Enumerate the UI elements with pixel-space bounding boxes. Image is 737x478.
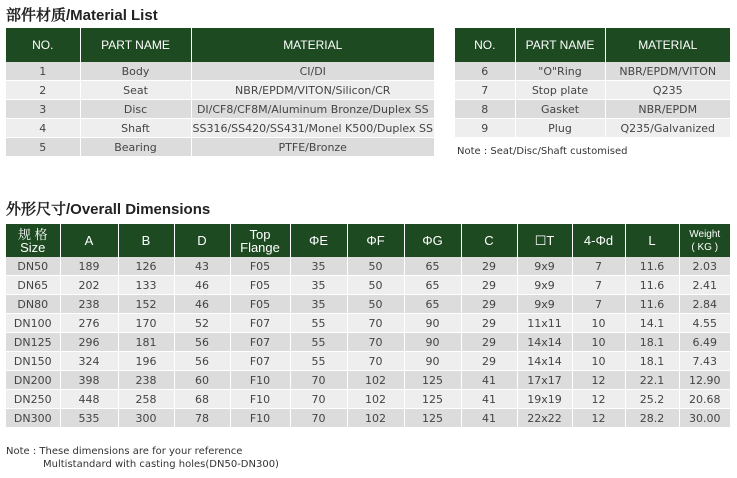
material-list-title: 部件材质/Material List (6, 7, 158, 24)
cell-t: 17x17 (517, 371, 572, 390)
cell-g: 90 (404, 314, 461, 333)
cell-b: 181 (118, 333, 174, 352)
cell-size: DN50 (6, 257, 60, 276)
cell-b: 133 (118, 276, 174, 295)
cell-d: 52 (174, 314, 230, 333)
cell-d: 46 (174, 276, 230, 295)
cell-e: 70 (290, 371, 347, 390)
cell-g: 65 (404, 257, 461, 276)
cell-l: 14.1 (625, 314, 679, 333)
cell-l: 22.1 (625, 371, 679, 390)
row-no: 1 (6, 62, 80, 81)
row-material: NBR/EPDM/VITON (605, 62, 730, 81)
cell-a: 238 (60, 295, 118, 314)
row-no: 8 (455, 100, 515, 119)
header-g: ΦG (404, 224, 461, 257)
row-material: DI/CF8/CF8M/Aluminum Bronze/Duplex SS (191, 100, 434, 119)
cell-n: 12 (572, 390, 625, 409)
cell-l: 18.1 (625, 333, 679, 352)
cell-a: 324 (60, 352, 118, 371)
cell-g: 65 (404, 295, 461, 314)
cell-d: 46 (174, 295, 230, 314)
table-row (6, 119, 434, 138)
cell-b: 300 (118, 409, 174, 428)
table-row (6, 333, 730, 352)
table-row (6, 81, 434, 100)
cell-e: 35 (290, 257, 347, 276)
cell-a: 276 (60, 314, 118, 333)
cell-l: 18.1 (625, 352, 679, 371)
header-part-name: PART NAME (80, 28, 191, 62)
header-no: NO. (455, 28, 515, 62)
header-size-cn: 规 格 (17, 226, 48, 242)
cell-a: 398 (60, 371, 118, 390)
cell-e: 35 (290, 295, 347, 314)
cell-e: 55 (290, 314, 347, 333)
header-c: C (461, 224, 517, 257)
cell-f: 102 (347, 390, 404, 409)
cell-size: DN125 (6, 333, 60, 352)
header-e: ΦE (290, 224, 347, 257)
cell-l: 28.2 (625, 409, 679, 428)
material-table-header (455, 28, 730, 62)
row-no: 4 (6, 119, 80, 138)
cell-w: 6.49 (679, 333, 730, 352)
cell-e: 70 (290, 390, 347, 409)
overall-dimensions-title: 外形尺寸/Overall Dimensions (6, 201, 211, 218)
cell-l: 11.6 (625, 257, 679, 276)
header-size-en: Size (20, 239, 46, 255)
cell-g: 125 (404, 390, 461, 409)
cell-b: 170 (118, 314, 174, 333)
cell-flange: F07 (230, 333, 290, 352)
cell-e: 55 (290, 352, 347, 371)
cell-n: 7 (572, 257, 625, 276)
cell-size: DN200 (6, 371, 60, 390)
cell-e: 70 (290, 409, 347, 428)
table-row (6, 138, 434, 157)
cell-flange: F10 (230, 390, 290, 409)
row-part: Body (80, 62, 191, 81)
cell-flange: F07 (230, 352, 290, 371)
cell-d: 78 (174, 409, 230, 428)
row-part: Seat (80, 81, 191, 100)
cell-size: DN80 (6, 295, 60, 314)
cell-c: 41 (461, 390, 517, 409)
table-row (6, 409, 730, 428)
cell-t: 22x22 (517, 409, 572, 428)
table-row (6, 390, 730, 409)
cell-e: 55 (290, 333, 347, 352)
cell-t: 11x11 (517, 314, 572, 333)
table-row (455, 100, 730, 119)
cell-c: 29 (461, 352, 517, 371)
cell-d: 56 (174, 333, 230, 352)
header-top-flange (230, 224, 290, 257)
table-row (6, 276, 730, 295)
table-row (6, 100, 434, 119)
cell-g: 65 (404, 276, 461, 295)
row-no: 2 (6, 81, 80, 100)
cell-flange: F05 (230, 257, 290, 276)
row-material: NBR/EPDM/VITON/Silicon/CR (191, 81, 434, 100)
cell-a: 189 (60, 257, 118, 276)
header-t: ☐T (517, 224, 572, 257)
cell-g: 125 (404, 371, 461, 390)
cell-w: 20.68 (679, 390, 730, 409)
row-no: 3 (6, 100, 80, 119)
cell-size: DN65 (6, 276, 60, 295)
cell-f: 70 (347, 314, 404, 333)
header-flange: Flange (240, 239, 280, 255)
row-no: 5 (6, 138, 80, 157)
cell-flange: F07 (230, 314, 290, 333)
cell-n: 7 (572, 295, 625, 314)
row-material: SS316/SS420/SS431/Monel K500/Duplex SS (191, 119, 434, 138)
cell-t: 14x14 (517, 333, 572, 352)
table-row (6, 257, 730, 276)
cell-size: DN250 (6, 390, 60, 409)
cell-size: DN100 (6, 314, 60, 333)
cell-d: 68 (174, 390, 230, 409)
cell-e: 35 (290, 276, 347, 295)
header-weight (679, 224, 730, 257)
cell-c: 29 (461, 333, 517, 352)
cell-c: 41 (461, 371, 517, 390)
cell-size: DN150 (6, 352, 60, 371)
row-material: CI/DI (191, 62, 434, 81)
cell-n: 10 (572, 352, 625, 371)
header-weight-label: Weight (689, 228, 721, 240)
cell-b: 238 (118, 371, 174, 390)
cell-w: 7.43 (679, 352, 730, 371)
cell-l: 25.2 (625, 390, 679, 409)
dimensions-table (6, 224, 730, 428)
cell-w: 2.84 (679, 295, 730, 314)
cell-flange: F10 (230, 371, 290, 390)
table-row (455, 62, 730, 81)
header-material: MATERIAL (605, 28, 730, 62)
header-a: A (60, 224, 118, 257)
header-weight-unit: ( KG ) (691, 241, 719, 253)
header-material: MATERIAL (191, 28, 434, 62)
cell-f: 102 (347, 409, 404, 428)
header-no: NO. (6, 28, 80, 62)
cell-flange: F05 (230, 276, 290, 295)
table-row (6, 371, 730, 390)
cell-c: 29 (461, 295, 517, 314)
row-no: 9 (455, 119, 515, 138)
table-row (6, 352, 730, 371)
row-part: Plug (515, 119, 605, 138)
table-row (6, 295, 730, 314)
cell-a: 296 (60, 333, 118, 352)
cell-t: 9x9 (517, 295, 572, 314)
table-row (455, 81, 730, 100)
dimensions-note-line1: Note : These dimensions are for your reference (6, 446, 243, 457)
cell-n: 10 (572, 333, 625, 352)
cell-f: 102 (347, 371, 404, 390)
cell-b: 126 (118, 257, 174, 276)
cell-c: 29 (461, 314, 517, 333)
cell-w: 30.00 (679, 409, 730, 428)
header-top: Top (249, 226, 271, 242)
cell-w: 2.41 (679, 276, 730, 295)
cell-n: 12 (572, 409, 625, 428)
cell-t: 19x19 (517, 390, 572, 409)
cell-b: 258 (118, 390, 174, 409)
cell-b: 152 (118, 295, 174, 314)
row-no: 7 (455, 81, 515, 100)
cell-flange: F10 (230, 409, 290, 428)
cell-f: 50 (347, 257, 404, 276)
cell-b: 196 (118, 352, 174, 371)
row-part: Gasket (515, 100, 605, 119)
material-table-right (455, 28, 730, 138)
header-part-name: PART NAME (515, 28, 605, 62)
row-material: NBR/EPDM (605, 100, 730, 119)
cell-c: 29 (461, 257, 517, 276)
cell-d: 56 (174, 352, 230, 371)
cell-t: 9x9 (517, 257, 572, 276)
dimensions-header (6, 224, 730, 257)
cell-n: 12 (572, 371, 625, 390)
header-d: D (174, 224, 230, 257)
header-size (6, 224, 60, 257)
row-material: Q235 (605, 81, 730, 100)
cell-g: 90 (404, 352, 461, 371)
cell-w: 4.55 (679, 314, 730, 333)
cell-w: 2.03 (679, 257, 730, 276)
table-row (455, 119, 730, 138)
cell-f: 50 (347, 295, 404, 314)
row-part: Disc (80, 100, 191, 119)
cell-g: 90 (404, 333, 461, 352)
row-part: Bearing (80, 138, 191, 157)
material-table-header (6, 28, 434, 62)
cell-f: 50 (347, 276, 404, 295)
table-row (6, 314, 730, 333)
header-b: B (118, 224, 174, 257)
row-material: Q235/Galvanized (605, 119, 730, 138)
material-table-left (6, 28, 434, 157)
header-holes: 4-Φd (572, 224, 625, 257)
cell-flange: F05 (230, 295, 290, 314)
row-no: 6 (455, 62, 515, 81)
row-part: Shaft (80, 119, 191, 138)
cell-a: 535 (60, 409, 118, 428)
row-part: Stop plate (515, 81, 605, 100)
cell-size: DN300 (6, 409, 60, 428)
cell-a: 448 (60, 390, 118, 409)
header-l: L (625, 224, 679, 257)
cell-t: 9x9 (517, 276, 572, 295)
row-material: PTFE/Bronze (191, 138, 434, 157)
cell-d: 60 (174, 371, 230, 390)
cell-w: 12.90 (679, 371, 730, 390)
cell-l: 11.6 (625, 295, 679, 314)
cell-n: 10 (572, 314, 625, 333)
cell-d: 43 (174, 257, 230, 276)
dimensions-note-line2: Multistandard with casting holes(DN50-DN300) (43, 459, 279, 470)
cell-a: 202 (60, 276, 118, 295)
header-f: ΦF (347, 224, 404, 257)
cell-f: 70 (347, 333, 404, 352)
cell-c: 41 (461, 409, 517, 428)
row-part: "O"Ring (515, 62, 605, 81)
cell-n: 7 (572, 276, 625, 295)
cell-f: 70 (347, 352, 404, 371)
material-note: Note : Seat/Disc/Shaft customised (457, 146, 628, 157)
table-row (6, 62, 434, 81)
cell-c: 29 (461, 276, 517, 295)
cell-g: 125 (404, 409, 461, 428)
cell-l: 11.6 (625, 276, 679, 295)
cell-t: 14x14 (517, 352, 572, 371)
